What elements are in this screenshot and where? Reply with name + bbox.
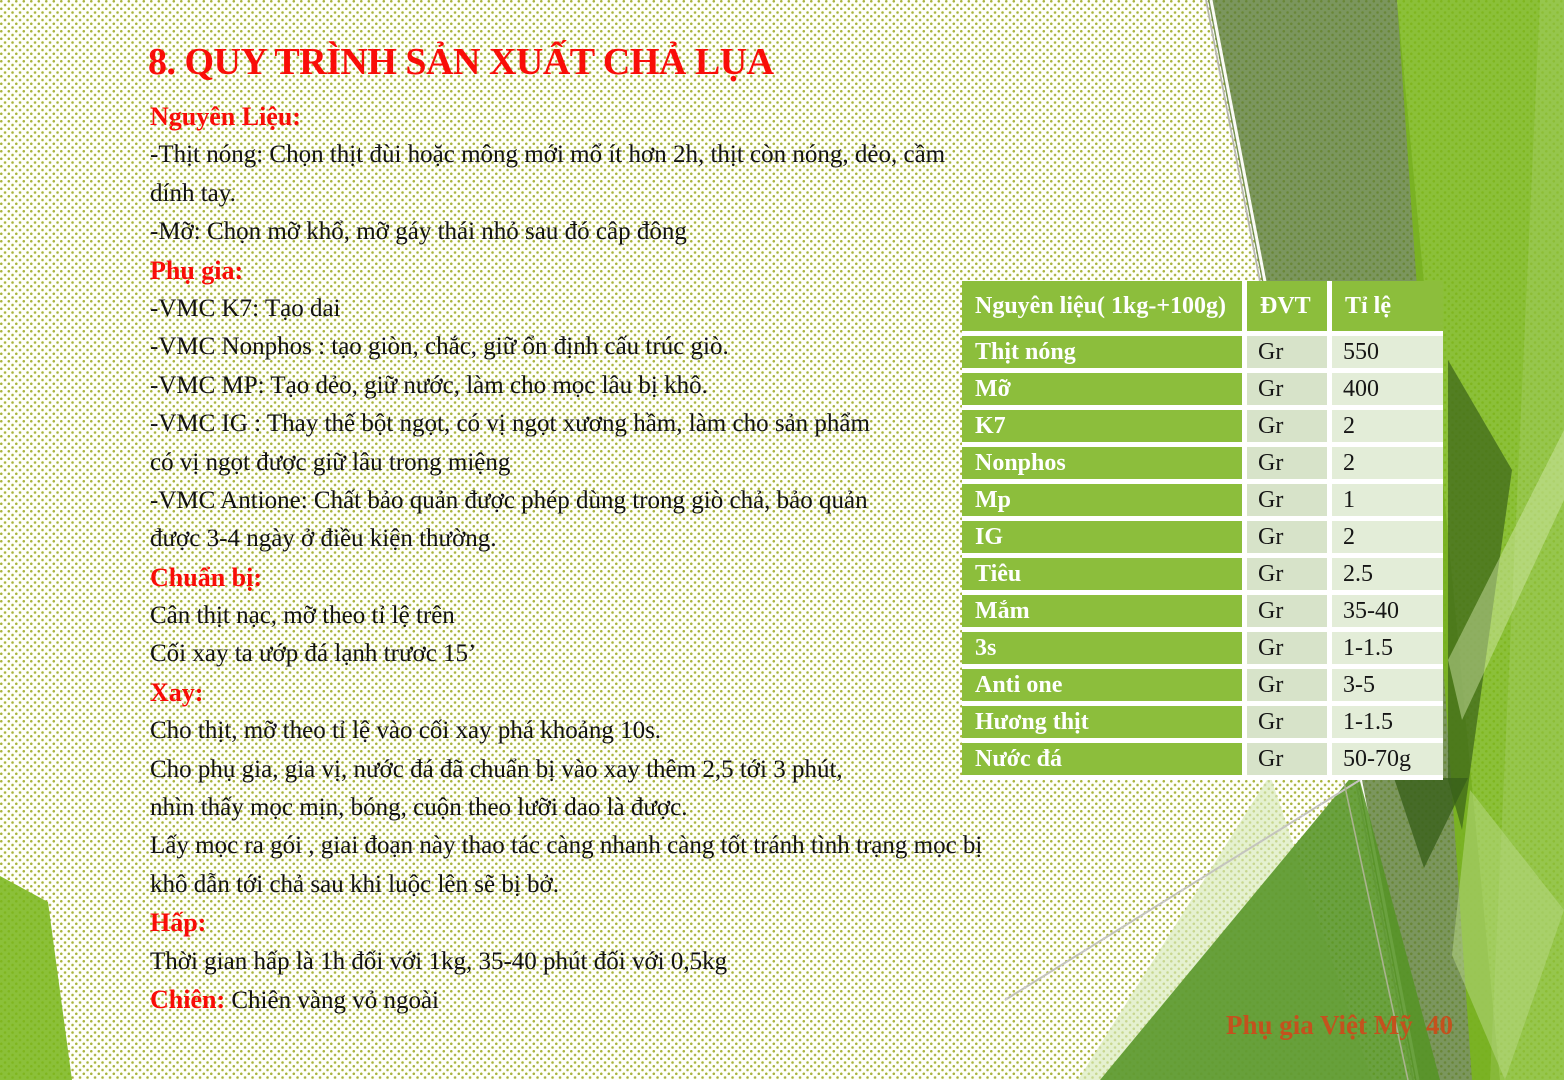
- table-row-name: Anti one: [962, 669, 1242, 701]
- table-row-unit: Gr: [1247, 447, 1327, 479]
- table-row-value: 1: [1332, 484, 1443, 516]
- text-line: nhìn thấy mọc mịn, bóng, cuộn theo lưỡi dao là được.: [150, 794, 688, 822]
- table-row-value: 50-70g: [1332, 743, 1443, 775]
- table-row-unit: Gr: [1247, 558, 1327, 590]
- table-row-value: 35-40: [1332, 595, 1443, 627]
- table-row-unit: Gr: [1247, 521, 1327, 553]
- slide-footer: [1226, 1010, 1453, 1041]
- section-heading: Phụ gia:: [150, 255, 244, 285]
- table-row-name: 3s: [962, 632, 1242, 664]
- footer-text: Phụ gia Việt Mỹ: [1226, 1010, 1413, 1040]
- table-row-unit: Gr: [1247, 632, 1327, 664]
- table-row-name: Mp: [962, 484, 1242, 516]
- table-row-value: 400: [1332, 373, 1443, 405]
- body-text: [150, 98, 982, 1019]
- table-row-value: 3-5: [1332, 669, 1443, 701]
- page-title: 8. QUY TRÌNH SẢN XUẤT CHẢ LỤA: [148, 41, 774, 83]
- table-row-unit: Gr: [1247, 484, 1327, 516]
- table-row-value: 2: [1332, 521, 1443, 553]
- table-row-unit: Gr: [1247, 373, 1327, 405]
- table-row-value: 1-1.5: [1332, 706, 1443, 738]
- text-line: -Thịt nóng: Chọn thịt đùi hoặc mông mới mổ ít hơn 2h, thịt còn nóng, dẻo, cầm: [150, 141, 946, 169]
- table-row-value: 2: [1332, 410, 1443, 442]
- text-line: được 3-4 ngày ở điều kiện thường.: [150, 525, 497, 553]
- page-number: 40: [1426, 1010, 1453, 1040]
- table-row-name: Hương thịt: [962, 706, 1242, 738]
- table-row-unit: Gr: [1247, 595, 1327, 627]
- text-line: có vị ngọt được giữ lâu trong miệng: [150, 448, 511, 476]
- table-row-name: Tiêu: [962, 558, 1242, 590]
- table-header-ingredient: Nguyên liệu( 1kg-+100g): [962, 281, 1242, 331]
- table-row-name: Nonphos: [962, 447, 1242, 479]
- table-row-value: 2: [1332, 447, 1443, 479]
- bottom-left-green-shard: [0, 876, 72, 1080]
- text-line: Thời gian hấp là 1h đối với 1kg, 35-40 phút đối với 0,5kg: [150, 947, 728, 975]
- text-line: Cối xay ta ướp đá lạnh trươc 15’: [150, 640, 477, 668]
- section-heading: Chuẩn bị:: [150, 562, 262, 592]
- table-row-value: 550: [1332, 336, 1443, 368]
- chien-heading: Chiên:: [150, 984, 226, 1014]
- section-heading: Hấp:: [150, 908, 207, 938]
- text-line: Cân thịt nạc, mỡ theo tỉ lệ trên: [150, 602, 455, 630]
- table-row-unit: Gr: [1247, 410, 1327, 442]
- text-line: Lấy mọc ra gói , giai đoạn này thao tác càng nhanh càng tốt tránh tình trạng mọc bị: [150, 832, 983, 860]
- text-line: khô dẫn tới chả sau khi luộc lên sẽ bị bở.: [150, 870, 559, 898]
- table-row-name: Mắm: [962, 595, 1242, 627]
- section-heading: Nguyên Liệu:: [150, 102, 301, 131]
- text-line: dính tay.: [150, 179, 236, 207]
- table-row-unit: Gr: [1247, 743, 1327, 775]
- table-row-value: 1-1.5: [1332, 632, 1443, 664]
- text-line: -VMC Nonphos : tạo giòn, chắc, giữ ổn định cấu trúc giò.: [150, 333, 729, 361]
- section-heading: Xay:: [150, 677, 204, 707]
- text-line: -Mỡ: Chọn mỡ khổ, mỡ gáy thái nhỏ sau đó câp đông: [150, 218, 687, 246]
- text-line-chien: [150, 981, 982, 1019]
- table-row-unit: Gr: [1247, 706, 1327, 738]
- table-row-unit: Gr: [1247, 336, 1327, 368]
- text-line: -VMC Antione: Chất bảo quản được phép dùng trong giò chả, bảo quản: [150, 486, 868, 514]
- ingredients-table: [962, 281, 1443, 780]
- table-row-name: K7: [962, 410, 1242, 442]
- table-row-name: Mỡ: [962, 373, 1242, 405]
- text-line: Cho phụ gia, gia vị, nước đá đã chuẩn bị vào xay thêm 2,5 tới 3 phút,: [150, 755, 843, 783]
- text-line: -VMC K7: Tạo dai: [150, 294, 341, 322]
- table-row-name: Nước đá: [962, 743, 1242, 775]
- table-header-ratio: Tỉ lệ: [1332, 281, 1443, 331]
- table-row-name: IG: [962, 521, 1242, 553]
- table-row-unit: Gr: [1247, 669, 1327, 701]
- text-line: -VMC IG : Thay thế bột ngọt, có vị ngọt xương hầm, làm cho sản phẩm: [150, 410, 870, 438]
- text-line: -VMC MP: Tạo dẻo, giữ nước, làm cho mọc lâu bị khô.: [150, 371, 708, 399]
- table-row-name: Thịt nóng: [962, 336, 1242, 368]
- chien-text: Chiên vàng vỏ ngoài: [225, 986, 439, 1014]
- text-line: Cho thịt, mỡ theo tỉ lệ vào cối xay phá khoảng 10s.: [150, 717, 662, 745]
- table-header-unit: ĐVT: [1247, 281, 1327, 331]
- table-row-value: 2.5: [1332, 558, 1443, 590]
